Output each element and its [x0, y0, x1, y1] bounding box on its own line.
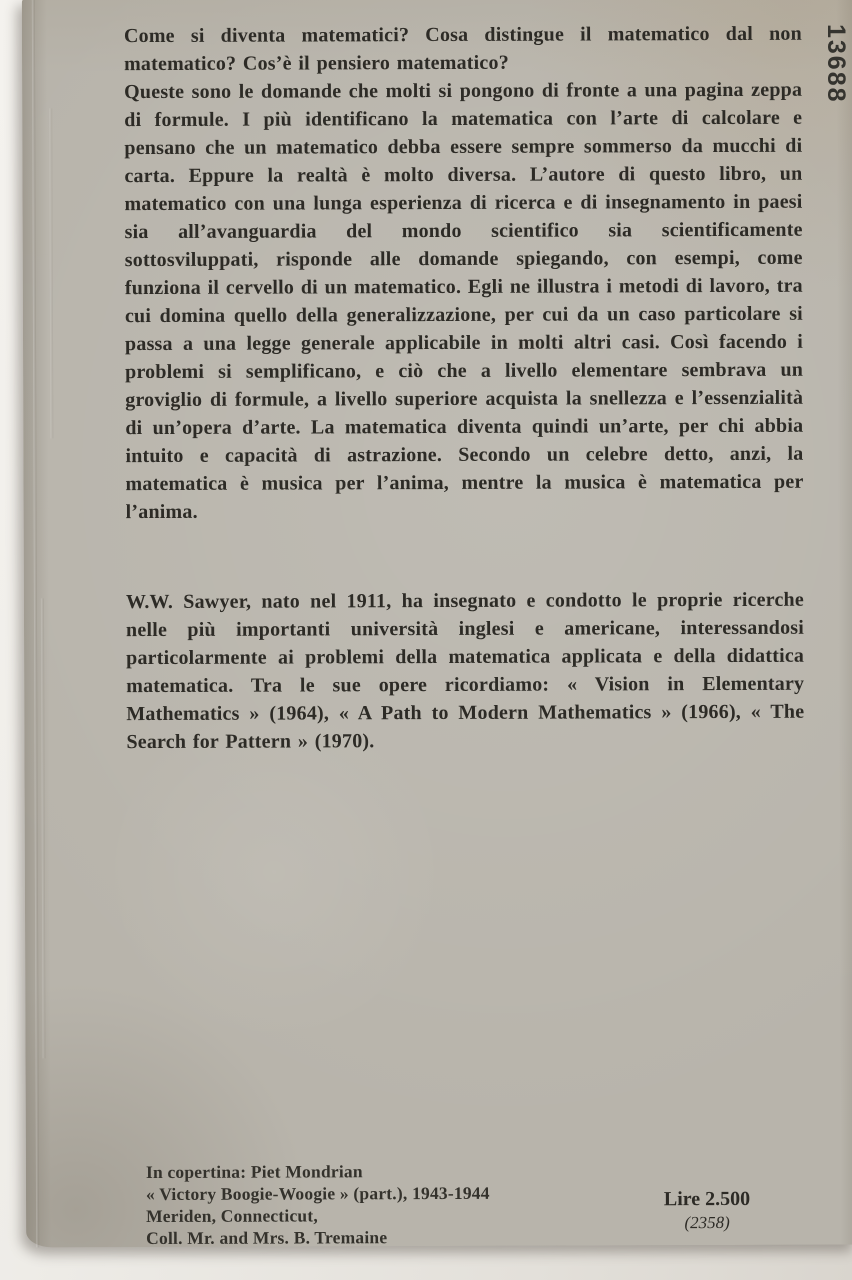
cover-credit-line-2: « Victory Boogie-Woogie » (part.), 1943-1944: [145, 1182, 490, 1205]
paper-crease: [32, 0, 39, 1247]
cover-credit-line-4: Coll. Mr. and Mrs. B. Tremaine: [146, 1227, 388, 1249]
price-amount: Lire 2.500: [663, 1187, 751, 1211]
back-cover-blurb: [124, 20, 804, 526]
price-block: [632, 1188, 782, 1234]
paper-crease: [41, 598, 46, 1058]
blurb-paragraph-1: Come si diventa matematici? Cosa distingue il matematico dal non matematico? Cos’è il pensiero matematico?: [123, 22, 802, 76]
blurb-paragraph-2: Queste sono le domande che molti si pongono di fronte a una pagina zeppa di formule. I più identificano la matematica con l’arte di calcolare e pensano che un matematico debba essere sempre sommerso da mucchi di carta. Eppure la realtà è molto diversa. L’autore di questo libro, un matematico con una lunga esperienza di ricerca e di insegnamento in paesi sia all’avanguardia del mondo scientifico sia scientificamente sottosviluppati, risponde alle domande spiegando, con esempi, come funziona il cervello di un matematico. Egli ne illustra i metodi di lavoro, tra cui domina quello della generalizzazione, per cui da un caso particolare si passa a una legge generale applicabile in molti altri casi. Così facendo i problemi si semplificano, e ciò che a livello elementare sembrava un groviglio di formule, a livello superiore acquista la snellezza e l’essenzialità di un’opera d’arte. La matematica diventa quindi un’arte, per chi abbia intuito e capacità di astrazione. Secondo un celebre detto, anzi, la matematica è musica per l’anima, mentre la musica è matematica per l’anima.: [124, 78, 804, 524]
cover-credit-line-1: In copertina: Piet Mondrian: [145, 1161, 363, 1183]
cover-credit: [146, 1159, 626, 1249]
cover-credit-line-3: Meriden, Connecticut,: [146, 1205, 318, 1227]
paper-crease: [49, 108, 53, 438]
catalog-number: 13688: [822, 24, 850, 104]
price-code: (2358): [684, 1212, 730, 1233]
book-back-cover: [22, 0, 852, 1247]
author-bio: W.W. Sawyer, nato nel 1911, ha insegnato e condotto le proprie ricerche nelle più importanti università inglesi e americane, interessandosi particolarmente ai problemi della matematica applicata e della didattica matematica. Tra le sue opere ricordiamo: « Vision in Elementary Mathematics » (1964), « A Path to Modern Mathematics » (1966), « The Search for Pattern » (1970).: [125, 588, 805, 754]
